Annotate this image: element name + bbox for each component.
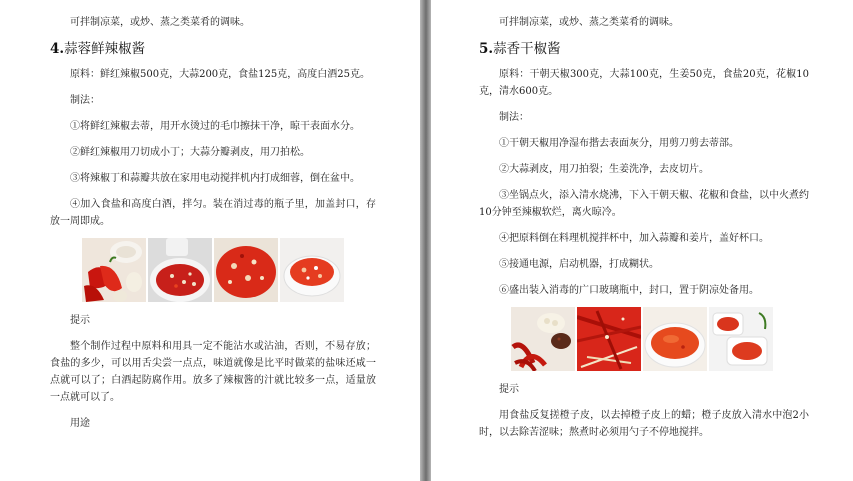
right-intro: 可拌制凉菜，或炒、蒸之类菜肴的调味。 bbox=[499, 17, 679, 28]
page-divider bbox=[420, 0, 431, 481]
photo-soaked-chilies bbox=[577, 307, 641, 371]
left-recipe-heading bbox=[50, 40, 376, 58]
right-page bbox=[431, 0, 853, 481]
right-step-6: ⑥盛出装入消毒的广口玻璃瓶中，封口，置于阴凉处备用。 bbox=[499, 285, 759, 296]
right-step-1: ①干朝天椒用净湿布揩去表面灰分，用剪刀剪去蒂部。 bbox=[499, 138, 739, 149]
photo-finished-chili-sauce-bowl bbox=[280, 238, 344, 302]
left-use-label: 用途 bbox=[70, 418, 90, 429]
right-heading-title: 蒜香干椒酱 bbox=[493, 41, 561, 57]
right-method-label: 制法： bbox=[499, 112, 529, 123]
left-page bbox=[0, 0, 420, 481]
left-photo-strip bbox=[82, 238, 376, 302]
left-step-2: ②鲜红辣椒用刀切成小丁；大蒜分瓣剥皮，用刀拍松。 bbox=[70, 147, 310, 158]
left-step-1: ①将鲜红辣椒去蒂，用开水烫过的毛巾擦抹干净，晾干表面水分。 bbox=[70, 121, 360, 132]
left-step-4: ④加入食盐和高度白酒，拌匀。装在消过毒的瓶子里，加盖封口，存放一周即成。 bbox=[50, 199, 376, 227]
right-ingredients: 原料：干朝天椒300克，大蒜100克，生姜50克，食盐20克，花椒10克，清水600克。 bbox=[479, 69, 809, 97]
right-tip-label: 提示 bbox=[499, 384, 519, 395]
left-heading-number: 4. bbox=[50, 41, 65, 57]
left-intro: 可拌制凉菜，或炒、蒸之类菜肴的调味。 bbox=[70, 17, 250, 28]
right-photo-strip bbox=[511, 307, 809, 371]
right-step-2: ②大蒜剥皮，用刀拍裂；生姜洗净，去皮切片。 bbox=[499, 164, 709, 175]
right-step-3: ③坐锅点火，添入清水烧沸，下入干朝天椒、花椒和食盐，以中火煮约10分钟至辣椒软烂，离火晾冷。 bbox=[479, 190, 809, 218]
left-ingredients: 原料：鲜红辣椒500克，大蒜200克，食盐125克，高度白酒25克。 bbox=[70, 69, 370, 80]
left-tip-text: 整个制作过程中原料和用具一定不能沾水或沾油，否则，不易存放；食盐的多少，可以用舌尖尝一点点，味道就像是比平时做菜的盐味还咸一点就可以了；白酒起防腐作用。放多了辣椒酱的汁就比较多一点，适量放一点就可以了。 bbox=[50, 341, 376, 403]
photo-chopped-chilies-grinder bbox=[148, 238, 212, 302]
left-step-3: ③将辣椒丁和蒜瓣共放在家用电动搅拌机内打成细蓉，倒在盆中。 bbox=[70, 173, 360, 184]
right-step-5: ⑤接通电源，启动机器，打成糊状。 bbox=[499, 259, 659, 270]
right-heading-number: 5. bbox=[479, 41, 494, 57]
photo-dried-chilies-garlic-ginger bbox=[511, 307, 575, 371]
left-method-label: 制法： bbox=[70, 95, 100, 106]
right-recipe-heading bbox=[479, 40, 809, 58]
photo-finished-sauce-two-dishes bbox=[709, 307, 773, 371]
right-tip-text: 用食盐反复搓橙子皮，以去掉橙子皮上的蜡；橙子皮放入清水中泡2小时，以去除苦涩味；熬煮时必须用勺子不停地搅拌。 bbox=[479, 410, 809, 438]
right-step-4: ④把原料倒在料理机搅拌杯中，加入蒜瓣和姜片，盖好杯口。 bbox=[499, 233, 769, 244]
photo-blended-chili-paste bbox=[643, 307, 707, 371]
left-heading-title: 蒜蓉鲜辣椒酱 bbox=[64, 41, 146, 57]
photo-fresh-chilies-garlic bbox=[82, 238, 146, 302]
photo-minced-chili-paste bbox=[214, 238, 278, 302]
left-tip-label: 提示 bbox=[70, 315, 90, 326]
